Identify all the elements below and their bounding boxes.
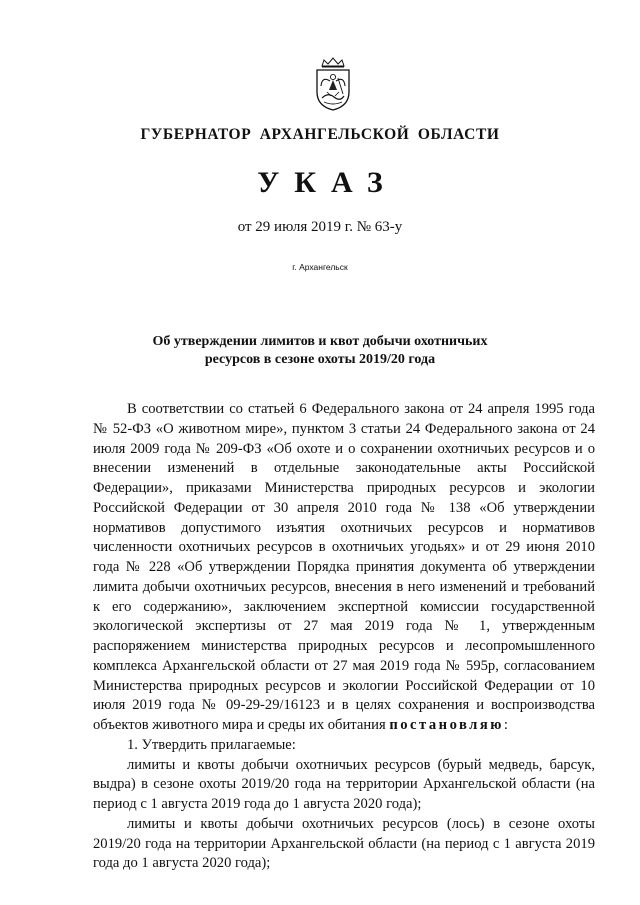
issuing-authority: ГУБЕРНАТОР АРХАНГЕЛЬСКОЙ ОБЛАСТИ [140,126,500,143]
document-body [93,400,595,874]
document-title [0,333,640,369]
document-city: г. Архангельск [292,262,348,272]
item-1-paragraph: 1. Утвердить прилагаемые: [127,736,296,753]
item-1b-paragraph: лимиты и квоты добычи охотничьих ресурсов (лось) в сезоне охоты 2019/20 года на территории Архангельской области (на период с 1 августа 2019 года до 1 августа 2020 года); [93,815,595,872]
arkhangelsk-coat-of-arms-icon [312,56,354,112]
decree-word: постановляю [389,717,504,733]
item-1a-paragraph: лимиты и квоты добычи охотничьих ресурсов (бурый медведь, барсук, выдра) в сезоне охоты 2019/20 года на территории Архангельской области (на период с 1 августа 2019 года до 1 августа 2020 года); [93,756,595,812]
preamble-text: В соответствии со статьей 6 Федерального закона от 24 апреля 1995 года № 52-ФЗ «О животном мире», пунктом 3 статьи 24 Федерального закона от 24 июля 2009 года № 209-ФЗ «Об охоте и о сохранении охотничьих ресурсов и о внесении изменений в отдельные законодательные акты Российской Федерации», приказами Министерства природных ресурсов и экологии Российской Федерации от 30 апреля 2010 года № 138 «Об утверждении нормативов допустимого изъятия охотничьих ресурсов и нормативов численности охотничьих ресурсов в охотничьих угодьях» и от 29 июня 2010 года № 228 «Об утверждении Порядка принятия документа об утверждении лимита добычи охотничьих ресурсов, внесения в него изменений и требований к его содержанию», заключением экспертной комиссии государственной экологической экспертизы от 27 мая 2019 года № 1, утвержденным распоряжением министерства природных ресурсов и лесопромышленного комплекса Архангельской области от 27 мая 2019 года № 595р, согласованием Министерства природных ресурсов и экологии Российской Федерации от 10 июля 2019 года № 09-29-29/16123 и в целях сохранения и воспроизводства объектов животного мира и среды их обитания [93,401,595,733]
document-type: УКАЗ [257,166,398,199]
document-title-line-2: ресурсов в сезоне охоты 2019/20 года [204,352,436,367]
document-date-number: от 29 июля 2019 г. № 63-у [237,219,403,235]
decree-punct: : [503,717,508,733]
document-title-line-1: Об утверждении лимитов и квот добычи охотничьих [152,334,488,349]
preamble-paragraph [93,400,595,736]
